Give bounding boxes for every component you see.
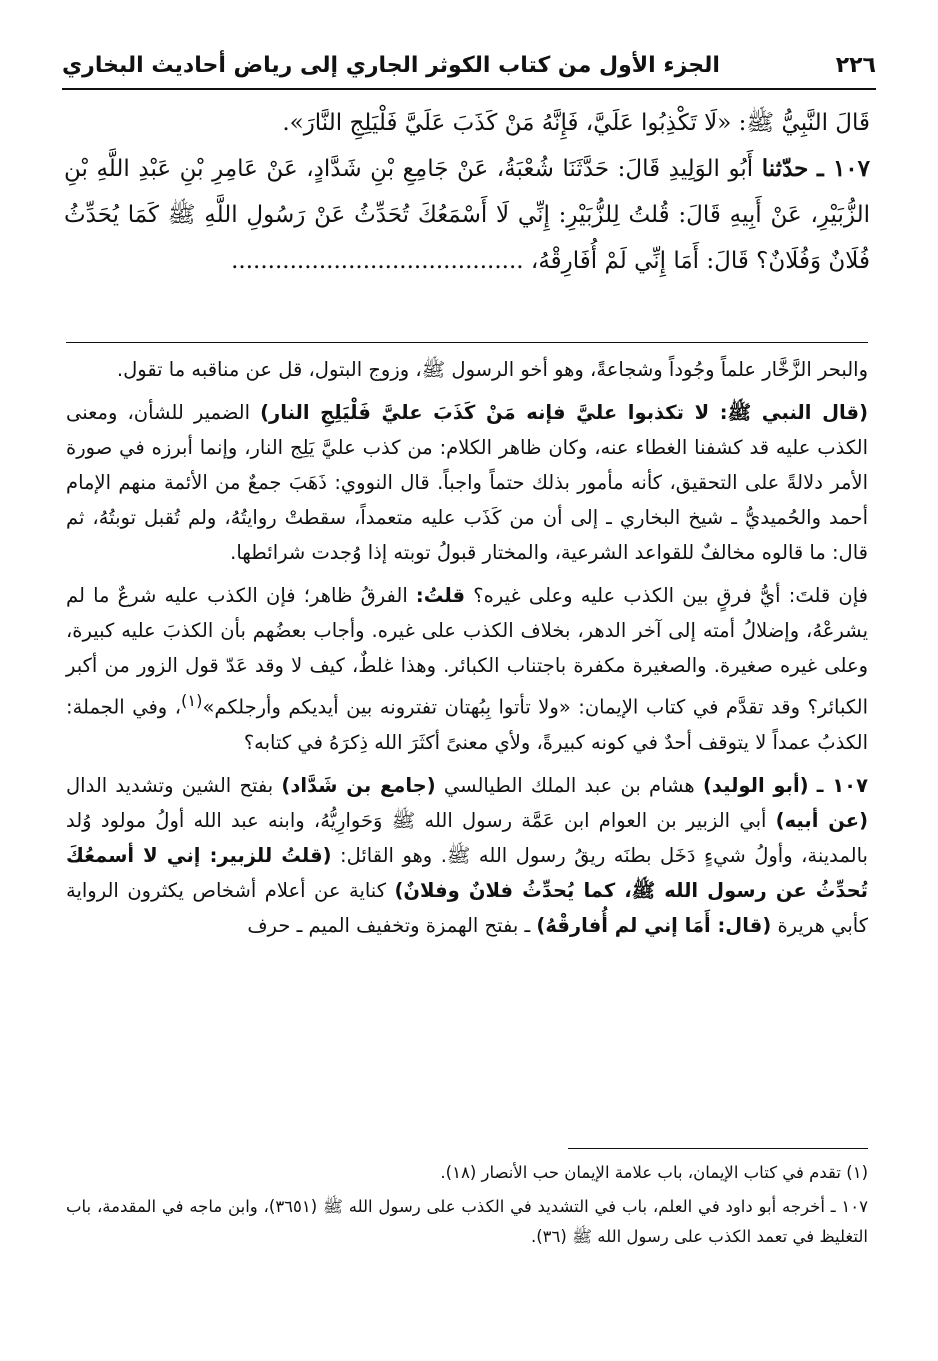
commentary-text: بفتح الشين وتشديد الدال (66, 773, 274, 797)
footnote-divider (568, 1148, 868, 1149)
hadith-number: ١٠٧ ـ (816, 155, 870, 182)
quoted-lemma: (قلتُ للزبير: إني لا أسمعُكَ تُحدِّثُ عن رسول الله ﷺ، كما يُحدِّثُ فلانٌ وفلانٌ) (66, 843, 869, 902)
text-commentary-divider (66, 342, 868, 343)
hadith-107 (64, 146, 870, 284)
qult-marker: قلتُ: (415, 584, 466, 607)
hadith-continuation-dots: ........................................ (231, 248, 524, 274)
commentary-text: فإن قلتَ: أيُّ فرقٍ بين الكذب عليه وعلى غيره؟ (473, 584, 869, 607)
commentary-paragraph-1: والبحر الزَّخَّار علماً وجُوداً وشجاعةً، وهو أخو الرسول ﷺ، وزوج البتول، قل عن مناقبه ما تقول. (116, 358, 868, 381)
commentary-paragraph-2 (66, 395, 868, 570)
hadith-text-block (64, 100, 870, 284)
hadith-body: أَبُو الوَلِيدِ قَالَ: حَدَّثَنَا شُعْبَةُ، عَنْ جَامِعِ بْنِ شَدَّادٍ، عَنْ عَامِرِ بْنِ عَبْدِ اللَّهِ بْنِ الزُّبَيْرِ، عَنْ أَبِيهِ قَالَ: قُلتُ لِلزُّبَيْرِ: إِنِّي لَا أَسْمَعُكَ تُحَدِّثُ عَنْ رَسُولِ اللَّهِ ﷺ كَمَا يُحَدِّثُ فُلَانٌ وَفُلَانٌ؟ قَالَ: أَمَا إِنِّي لَمْ أُفَارِقْهُ، (64, 156, 870, 274)
quoted-lemma: (أبو الوليد) (702, 773, 809, 797)
quoted-lemma: (قال: أَمَا إني لم أُفارقْهُ) (536, 913, 772, 937)
footnotes-block (66, 1158, 868, 1256)
commentary-text: أبي الزبير بن العوام ابن عَمَّة رسول الله ﷺ وَحَوارِيُّهُ، وابنه عبد الله أولُ مولود وُلد بالمدينة، وأولُ شيءٍ دَخَل بطنَه ريقُ رسول الله ﷺ. وهو القائل: (66, 808, 868, 867)
quoted-lemma: (قال النبي ﷺ: لا تكذبوا عليَّ فإنه مَنْ كَذَبَ عليَّ فَلْيَلِجِ النار) (260, 401, 868, 424)
quoted-lemma: (جامع بن شَدَّاد) (281, 773, 436, 797)
commentary-text: ـ بفتح الهمزة وتخفيف الميم ـ حرف (247, 913, 531, 937)
footnote-107: ١٠٧ ـ أخرجه أبو داود في العلم، باب في التشديد في الكذب على رسول الله ﷺ (٣٦٥١)، وابن ماجه في المقدمة، باب التغليظ في تعمد الكذب على رسول الله ﷺ (٣٦). (66, 1197, 868, 1246)
running-title: الجزء الأول من كتاب الكوثر الجاري إلى رياض أحاديث البخاري (62, 52, 720, 78)
commentary-text: كناية عن أعلام أشخاص يكثرون الرواية كأبي هريرة (66, 878, 868, 937)
commentary-block (66, 352, 868, 951)
quoted-lemma: (عن أبيه) (775, 808, 868, 832)
footnote-1: (١) تقدم في كتاب الإيمان، باب علامة الإيمان حب الأنصار (١٨). (440, 1163, 868, 1182)
commentary-text: ، وفي الجملة: الكذبُ عمداً لا يتوقف أحدٌ في كونه كبيرةً، ولأي معنىً أكثَرَ الله ذِكرَهُ في كتابه؟ (66, 695, 868, 754)
running-header (62, 42, 876, 88)
commentary-text: الفرقُ ظاهر؛ فإن الكذب عليه شرعٌ ما لم يشرعْهُ، وإضلالُ أمته إلى آخر الدهر، بخلاف الكذب على غيره. وأجاب بعضُهم بأن الكذبَ عليه كبيرة، وعلى غيره صغيرة. والصغيرة مكفرة باجتناب الكبائر. وهذا غلطٌ، كيف لا وقد عَدّ قول الزور من أكبر الكبائر؟ وقد تقدَّم في كتاب الإيمان: «ولا تأتوا بِبُهتان تفترونه بين أيديكم وأرجلكم» (66, 584, 869, 719)
hadith-haddathana: حدّثنا (761, 155, 809, 182)
footnote-ref: (١) (181, 691, 203, 710)
commentary-paragraph-3 (66, 578, 868, 760)
commentary-text: هشام بن عبد الملك الطيالسي (443, 773, 695, 797)
commentary-paragraph-4 (66, 768, 868, 943)
page-number: ٢٢٦ (835, 52, 876, 78)
hadith-intro-line: قَالَ النَّبِيُّ ﷺ: «لَا تَكْذِبُوا عَلَيَّ، فَإِنَّهُ مَنْ كَذَبَ عَلَيَّ فَلْيَلِجِ النَّارَ». (282, 110, 870, 136)
commentary-text: الضمير للشأن، ومعنى الكذب عليه قد كشفنا الغطاء عنه، وكان ظاهر الكلام: من كذب عليَّ يَلِج النار، وإنما أبرزه في صورة الأمر دلالةً على التحقيق، كأنه مأمور بذلك حتماً واجباً. قال النووي: ذَهَبَ جمعٌ من الأئمة منهم الإمام أحمد والحُميديُّ ـ شيخ البخاري ـ إلى أن من كَذَب عليه متعمداً، سقطتْ روايتُهُ، ولم تُقبل توبتُهُ، ثم قال: ما قالوه مخالفٌ للقواعد الشرعية، والمختار قبولُ توبته إذا وُجدت شرائطها. (66, 401, 868, 564)
hadith-number: ١٠٧ ـ (816, 773, 868, 797)
header-divider (62, 88, 876, 90)
